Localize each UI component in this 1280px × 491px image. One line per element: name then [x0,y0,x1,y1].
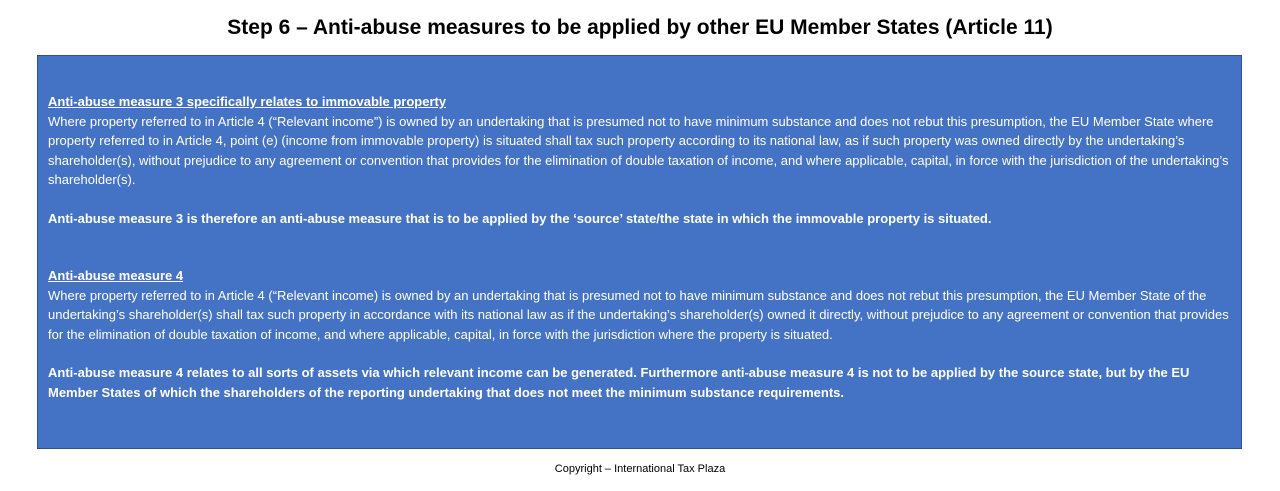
section-heading-measure-4: Anti-abuse measure 4 [48,268,184,283]
copyright-footer: Copyright – International Tax Plaza [554,463,726,475]
section-note-measure-4: Anti-abuse measure 4 relates to all sorts of assets via which relevant income can be generated. Furthermore anti-abuse measure 4 is not to be applied by the source state, but by the EU Member States of which the shareholders of the reporting undertaking that does not meet the minimum substance requirements. [48,365,1190,400]
spacer [48,228,1231,266]
section-heading-measure-3: Anti-abuse measure 3 specifically relates to immovable property [48,94,447,109]
section-note-measure-3: Anti-abuse measure 3 is therefore an anti-abuse measure that is to be applied by the ‘source’ state/the state in which the immovable property is situated. [48,210,992,226]
content-panel [37,55,1242,449]
spacer [48,190,1231,209]
section-body-measure-3: Where property referred to in Article 4 (“Relevant income”) is owned by an undertaking that is presumed not to have minimum substance and does not rebut this presumption, the EU Member State where property referred to in Article 4, point (e) (income from immovable property) is situated shall tax such property according to its national law, as if such property was owned directly by the undertaking’s shareholder(s), without prejudice to any agreement or convention that provides for the elimination of double taxation of income, and where applicable, capital, in force with the jurisdiction of the undertaking’s shareholder(s). [48,113,1229,187]
spacer [48,344,1231,363]
page-title: Step 6 – Anti-abuse measures to be applied by other EU Member States (Article 11) [227,16,1053,39]
section-body-measure-4: Where property referred to in Article 4 (“Relevant income) is owned by an undertaking that is presumed not to have minimum substance and does not rebut this presumption, the EU Member State of the undertaking’s shareholder(s) shall tax such property in accordance with its national law as if the undertaking’s shareholder(s) owned it directly, without prejudice to any agreement or convention that provides for the elimination of double taxation of income, and where applicable, capital, in force with the jurisdiction where the property is situated. [48,287,1229,342]
